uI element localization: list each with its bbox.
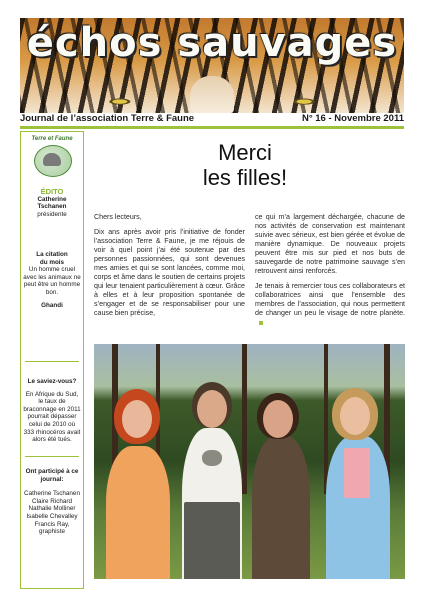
grey-trousers — [184, 502, 240, 579]
saviez-vous-heading: Le saviez-vous? — [27, 378, 77, 385]
person-orange-jacket — [106, 446, 170, 579]
contributor-name: Francis Ray, — [34, 520, 70, 528]
contributors-heading: Ont participé à ce journal: — [25, 468, 79, 483]
sidebar — [20, 131, 84, 589]
edito-heading: ÉDITO — [40, 187, 64, 196]
face — [197, 390, 227, 428]
article-title-line-1: Merci — [218, 140, 272, 165]
article-greeting: Chers lecteurs, — [94, 213, 142, 221]
person-brown-cardigan — [252, 436, 310, 579]
sidebar-divider — [25, 456, 79, 457]
face — [340, 397, 370, 435]
sidebar-divider — [25, 361, 79, 362]
article-column-2 — [255, 213, 405, 334]
citation-block — [23, 251, 81, 309]
contributor-name: graphiste — [39, 528, 65, 536]
edito-role: présidente — [37, 210, 67, 218]
logo-text: Terre et Faune — [31, 136, 73, 142]
article-paragraph — [255, 282, 405, 327]
tiger-nose — [190, 76, 234, 113]
article-title — [150, 140, 340, 190]
citation-author: Ghandi — [41, 301, 63, 309]
saviez-vous-text: En Afrique du Sud, le taux de braconnage en 2011 pourrait dépasser celui de 2010 où 333 rhinocéros avait alors été tués. — [23, 390, 81, 444]
header-bar — [20, 111, 404, 125]
article-paragraph: ce qui m’a largement déchargée, chacune de nos activités de conservation est maintenant suivie avec sérieux, est bien gérée et évolue de manière dynamique. De nouveaux projets peuvent être mis sur pied et nos buts de sauvegarde de notre patrimoine sauvage s’en retrouvent ainsi renforcés. — [255, 213, 405, 276]
saviez-vous-block — [23, 378, 81, 444]
article-paragraph: Dix ans après avoir pris l’initiative de fonder l’association Terre & Faune, je me réjouis de voir à quel point j’ai été soutenue par des personnes passionnées, qui sont devenues mes amies et qui se sont lancées, comme moi, corps et âme dans le soutien de certains projets qui leur tenaient particulièrement à cœur. Grâce à elles et à leur proposition spontanée de s’engager et de se responsabiliser pour une cause bien précise, — [94, 228, 245, 318]
end-of-article-mark — [259, 321, 263, 325]
contributor-name: Nathalie Molliner — [28, 505, 76, 513]
elephant-icon — [43, 153, 61, 166]
group-photo — [94, 344, 405, 579]
contributor-name: Isabelle Chevalley — [26, 512, 78, 520]
elephant-logo-print — [202, 450, 222, 466]
contributor-name: Claire Richard — [32, 497, 72, 505]
header-divider — [20, 126, 404, 129]
journal-name: Journal de l’association Terre & Faune — [20, 113, 195, 124]
edito-block — [23, 188, 81, 218]
tree-trunk — [242, 344, 247, 494]
contributor-name: Catherine Tschanen — [24, 490, 80, 498]
article-closing-text: Je tenais à remercier tous ces collaborateurs et collaboratrices ainsi que l’ensemble des membres de l’association, qui nous permettent de changer un peu le visage de notre planète. — [255, 282, 405, 318]
article-column-1 — [94, 213, 245, 325]
citation-text: Un homme cruel avec les animaux ne peut être un homme bon. — [23, 266, 81, 296]
article-title-line-2: les filles! — [202, 165, 288, 190]
citation-heading-2: du mois — [39, 258, 65, 266]
face — [122, 400, 152, 438]
banner-title: échos sauvages — [26, 20, 398, 66]
face — [263, 400, 293, 438]
citation-heading-1: La citation — [36, 251, 68, 258]
issue-number: N° 16 - Novembre 2011 — [301, 113, 404, 124]
edito-author: Catherine Tschanen — [37, 195, 67, 211]
pink-top — [344, 448, 370, 498]
terre-et-faune-logo — [24, 136, 80, 180]
banner-image — [20, 18, 404, 113]
contributors-block — [23, 468, 81, 536]
